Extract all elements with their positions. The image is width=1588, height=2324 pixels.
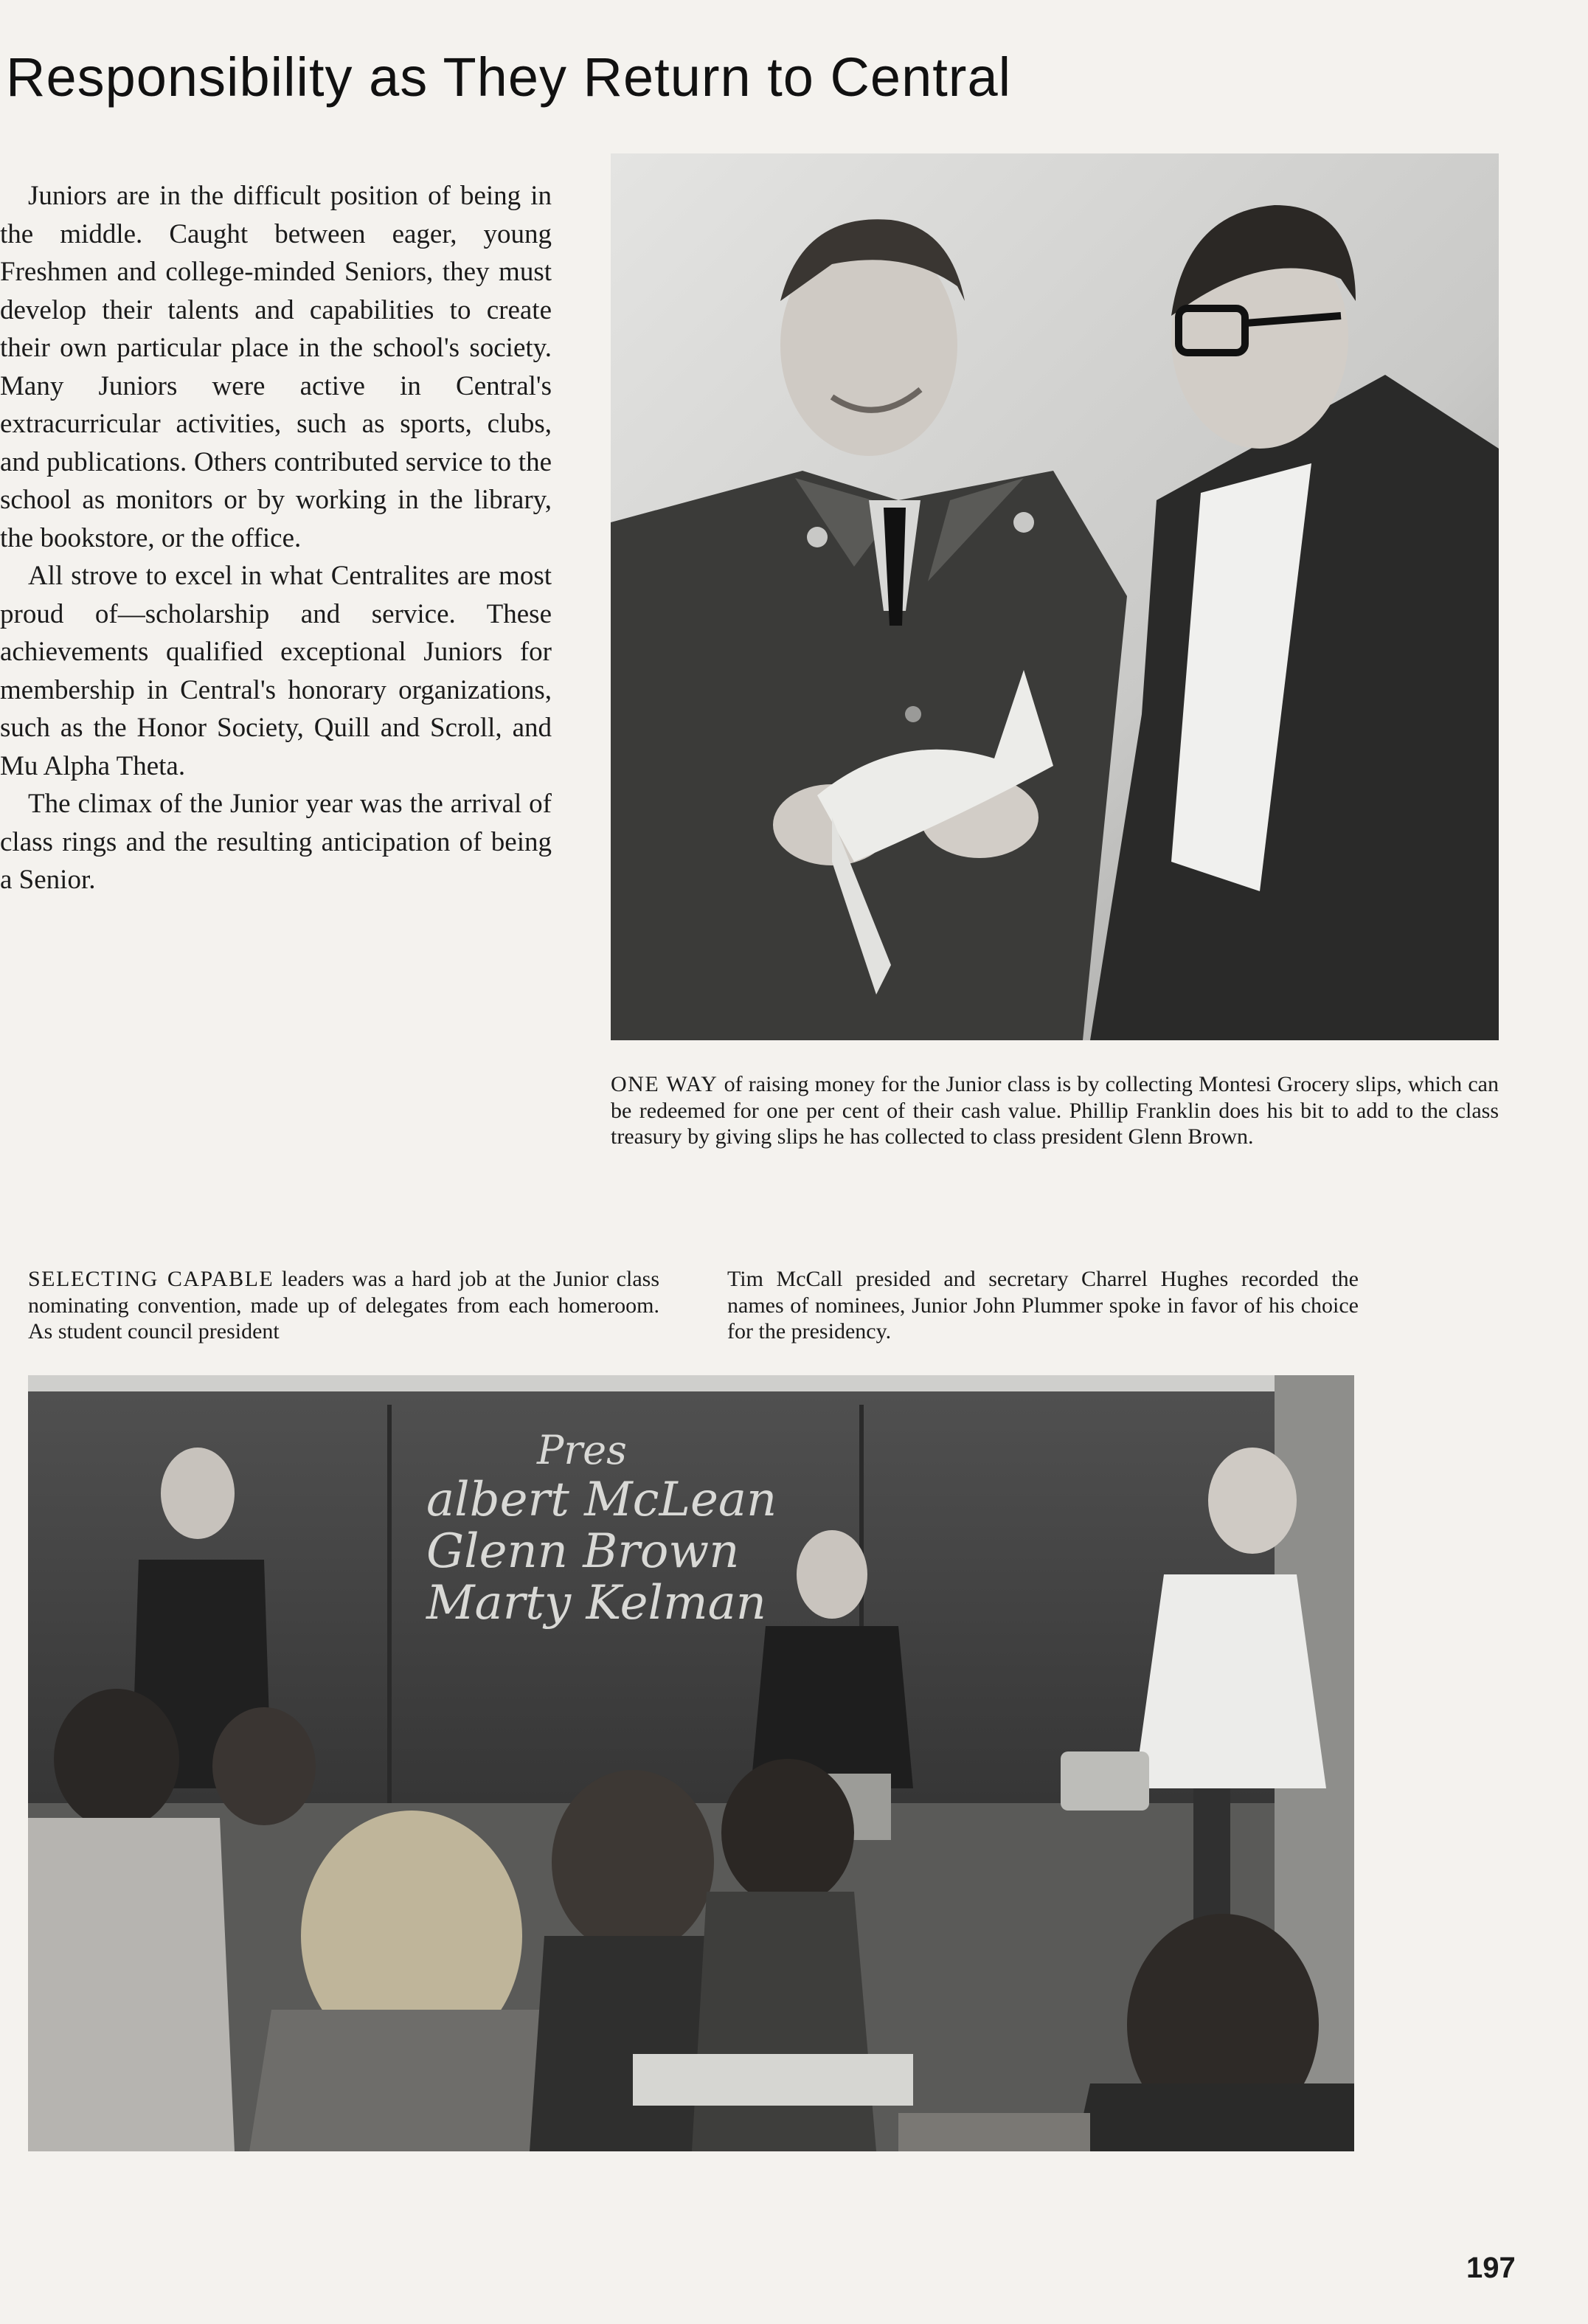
chalk-nominee: albert McLean bbox=[426, 1473, 777, 1527]
caption-lead: SELECTING CAPABLE bbox=[28, 1267, 274, 1291]
photo-nominating-convention bbox=[28, 1375, 1354, 2151]
photo-slips-caption bbox=[611, 1071, 1499, 1150]
caption-lead: ONE WAY bbox=[611, 1072, 718, 1096]
intro-paragraph: Juniors are in the difficult position of being in the middle. Caught between eager, young Freshmen and college-minded Seniors, they must develop their talents and capabilities to create their own particular place in the school's society. Many Juniors were active in Central's extracurricular activities, such as sports, clubs, and publications. Others contributed service to the school as monitors or by working in the library, the bookstore, or the office. bbox=[0, 181, 552, 553]
page-number: 197 bbox=[1466, 2252, 1516, 2284]
chalk-nominee: Marty Kelman bbox=[426, 1576, 766, 1630]
intro-paragraph: All strove to excel in what Centralites are most proud of—scholarship and service. These achievements qualified exceptional Juniors for membership in Central's honorary organizations, such as the Honor Society, Quill and Scroll, and Mu Alpha Theta. bbox=[0, 561, 552, 781]
chalk-pres: Pres bbox=[537, 1427, 627, 1473]
intro-paragraph: The climax of the Junior year was the arrival of class rings and the resulting anticipation of being a Senior. bbox=[0, 789, 552, 895]
caption-text: of raising money for the Junior class is by collecting Montesi Grocery slips, which can be redeemed for one per cent of their cash value. Phillip Franklin does his bit to add to the class treasury by giving slips he has collected to class president Glenn Brown. bbox=[611, 1072, 1499, 1149]
chalk-nominee: Glenn Brown bbox=[426, 1524, 740, 1579]
caption-text: leaders was a hard job at the Junior class nominating convention, made up of delegates from each homeroom. As student council president bbox=[28, 1267, 659, 1343]
photo-slips-exchange bbox=[611, 153, 1499, 1040]
convention-caption-left bbox=[28, 1266, 659, 1345]
convention-caption-right: Tim McCall presided and secretary Charrel Hughes recorded the names of nominees, Junior John Plummer spoke in favor of his choice for the presidency. bbox=[727, 1267, 1359, 1343]
page-headline: Responsibility as They Return to Central bbox=[6, 46, 1012, 108]
intro-text bbox=[0, 177, 552, 899]
